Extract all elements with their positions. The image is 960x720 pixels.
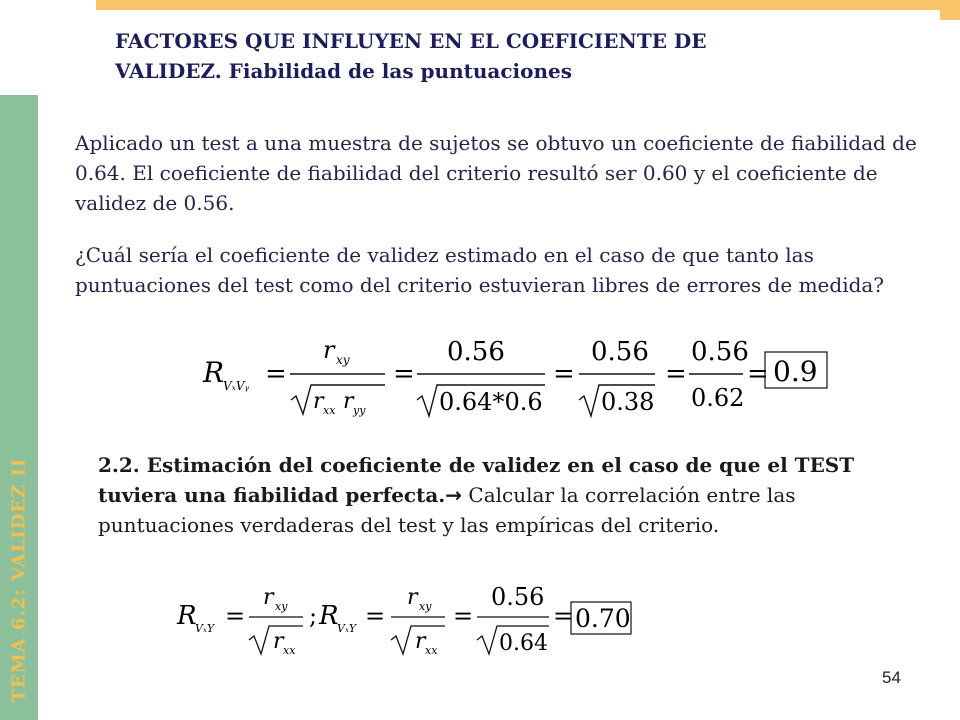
problem-paragraph-2: ¿Cuál sería el coeficiente de validez estimado en el caso de que tanto las puntuaciones del test como del criterio estuvieran libres de errores de medida?	[75, 243, 885, 297]
eq1-den1: r	[313, 389, 324, 414]
eq1-num3: 0.56	[591, 337, 649, 367]
eq2-lhs2-sub: VₓY	[337, 622, 357, 635]
eq2-lhs-sub: VₓY	[195, 622, 215, 635]
eq2-lhs2: R	[319, 601, 339, 631]
eq2-result: 0.70	[575, 604, 631, 633]
title-line-2: VALIDEZ. Fiabilidad de las puntuaciones	[115, 59, 572, 83]
eq2-num2: r	[407, 585, 418, 610]
eq1-num1-sub: xy	[336, 353, 350, 367]
eq1-equals-4: =	[665, 359, 687, 389]
eq1-sqrt-1	[291, 385, 385, 414]
eq1-den2: 0.64*0.6	[439, 388, 543, 416]
eq2-equals-3: =	[453, 602, 474, 630]
eq2-den3: 0.64	[499, 631, 548, 656]
equation-2	[175, 580, 635, 660]
eq1-den4: 0.62	[691, 384, 745, 412]
eq1-result: 0.9	[773, 355, 818, 388]
side-label: TEMA 6.2: VALIDEZ II	[8, 457, 30, 703]
eq1-den1-sub-a: xx	[323, 404, 336, 417]
eq1-equals-1: =	[265, 359, 287, 389]
eq2-den2-sub: xx	[425, 644, 438, 657]
section-text: Calcular la correlación entre las puntuaciones verdaderas del test y las empíricas del criterio.	[98, 483, 796, 537]
equation-1	[195, 330, 835, 425]
eq2-num3: 0.56	[491, 583, 545, 611]
slide-title	[115, 26, 835, 86]
title-line-1: FACTORES QUE INFLUYEN EN EL COEFICIENTE DE	[115, 29, 707, 53]
eq2-separator: ;	[309, 602, 318, 630]
top-accent-bar	[96, 0, 960, 10]
eq2-equals-4: =	[553, 602, 574, 630]
eq1-den3: 0.38	[601, 388, 655, 416]
eq1-equals-3: =	[553, 359, 575, 389]
eq2-den1: r	[273, 629, 284, 654]
eq1-lhs: R	[203, 356, 225, 389]
eq2-den2: r	[415, 629, 426, 654]
eq2-num2-sub: xy	[419, 600, 432, 613]
arrow-icon: →	[445, 483, 463, 507]
eq1-num2: 0.56	[447, 337, 505, 367]
section-heading: 2.2. Estimación del coeficiente de validez en el caso de que el TEST tuviera una fiabilidad perfecta.	[98, 453, 855, 507]
eq1-equals-2: =	[393, 359, 415, 389]
section-2-2	[98, 450, 928, 540]
page-number: 54	[882, 668, 901, 687]
top-accent-corner	[940, 0, 960, 20]
eq1-den1-sub-b: yy	[353, 404, 366, 417]
eq2-equals-1: =	[225, 602, 246, 630]
eq1-num1: r	[323, 336, 335, 364]
eq2-equals-2: =	[365, 602, 386, 630]
eq2-lhs: R	[177, 601, 197, 631]
eq2-num1: r	[263, 585, 274, 610]
eq1-lhs-sub: VₓVᵧ	[223, 379, 250, 393]
problem-paragraph-1: Aplicado un test a una muestra de sujetos se obtuvo un coeficiente de fiabilidad de 0.64. El coeficiente de fiabilidad del criterio resultó ser 0.60 y el coeficiente de validez de 0.56.	[75, 131, 917, 215]
eq1-den1-b: r	[343, 389, 354, 414]
eq2-num1-sub: xy	[275, 600, 288, 613]
eq1-num4: 0.56	[691, 337, 749, 367]
eq2-den1-sub: xx	[283, 644, 296, 657]
eq1-equals-5: =	[747, 359, 769, 389]
